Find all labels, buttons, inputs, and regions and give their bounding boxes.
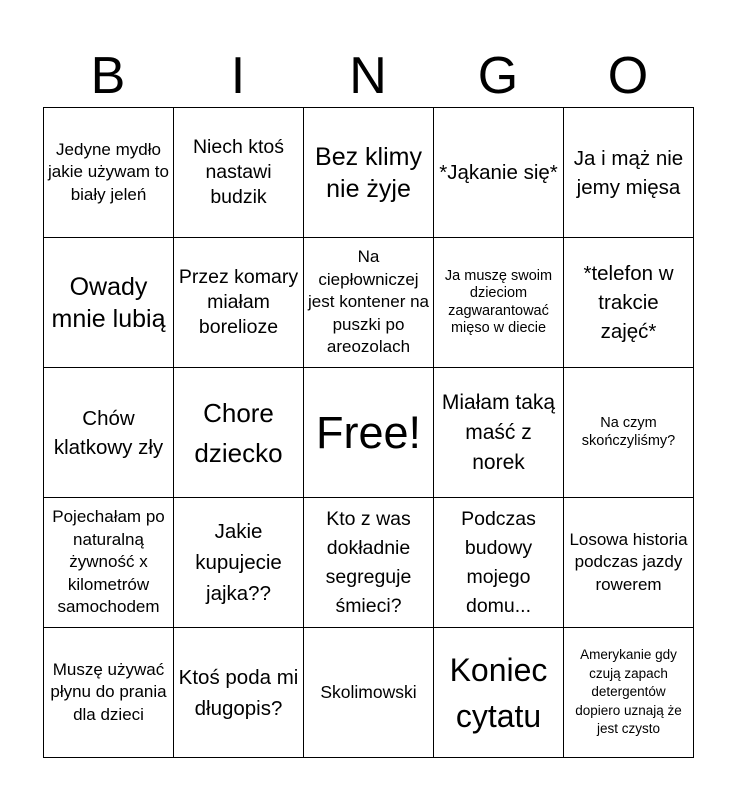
bingo-cell[interactable]: Ja muszę swoim dzieciom zagwarantować mięso w diecie xyxy=(434,238,564,368)
bingo-row xyxy=(44,238,694,368)
bingo-cell[interactable]: Jakie kupujecie jajka?? xyxy=(174,498,304,628)
title-letter-o: O xyxy=(607,47,649,105)
title-letter-g: G xyxy=(477,47,519,105)
bingo-row xyxy=(44,108,694,238)
bingo-card-grid xyxy=(43,107,694,758)
bingo-cell[interactable]: Amerykanie gdy czują zapach detergentów dopiero uznają że jest czysto xyxy=(564,628,694,758)
bingo-row xyxy=(44,628,694,758)
bingo-cell[interactable]: *Jąkanie się* xyxy=(434,108,564,238)
bingo-cell[interactable]: Niech ktoś nastawi budzik xyxy=(174,108,304,238)
bingo-cell[interactable]: Koniec cytatu xyxy=(434,628,564,758)
bingo-row xyxy=(44,368,694,498)
bingo-cell[interactable]: Miałam taką maść z norek xyxy=(434,368,564,498)
bingo-cell[interactable]: Kto z was dokładnie segreguje śmieci? xyxy=(304,498,434,628)
bingo-cell[interactable]: Chore dziecko xyxy=(174,368,304,498)
bingo-cell[interactable]: Pojechałam po naturalną żywność x kilometrów samochodem xyxy=(44,498,174,628)
bingo-cell[interactable]: Ja i mąż nie jemy mięsa xyxy=(564,108,694,238)
bingo-cell[interactable]: Jedyne mydło jakie używam to biały jeleń xyxy=(44,108,174,238)
bingo-row xyxy=(44,498,694,628)
bingo-cell[interactable]: Podczas budowy mojego domu... xyxy=(434,498,564,628)
bingo-cell[interactable]: Owady mnie lubią xyxy=(44,238,174,368)
bingo-cell[interactable]: Muszę używać płynu do prania dla dzieci xyxy=(44,628,174,758)
bingo-cell[interactable]: Skolimowski xyxy=(304,628,434,758)
bingo-free-cell[interactable]: Free! xyxy=(304,368,434,498)
bingo-cell[interactable]: Losowa historia podczas jazdy rowerem xyxy=(564,498,694,628)
bingo-title xyxy=(43,48,693,104)
title-letter-i: I xyxy=(230,47,246,105)
bingo-cell[interactable]: Ktoś poda mi długopis? xyxy=(174,628,304,758)
bingo-cell[interactable]: Przez komary miałam borelioze xyxy=(174,238,304,368)
bingo-cell[interactable]: Chów klatkowy zły xyxy=(44,368,174,498)
bingo-cell[interactable]: *telefon w trakcie zajęć* xyxy=(564,238,694,368)
title-letter-b: B xyxy=(90,47,126,105)
title-letter-n: N xyxy=(349,47,387,105)
bingo-cell[interactable]: Na czym skończyliśmy? xyxy=(564,368,694,498)
bingo-cell[interactable]: Bez klimy nie żyje xyxy=(304,108,434,238)
bingo-cell[interactable]: Na ciepłowniczej jest kontener na puszki po areozolach xyxy=(304,238,434,368)
